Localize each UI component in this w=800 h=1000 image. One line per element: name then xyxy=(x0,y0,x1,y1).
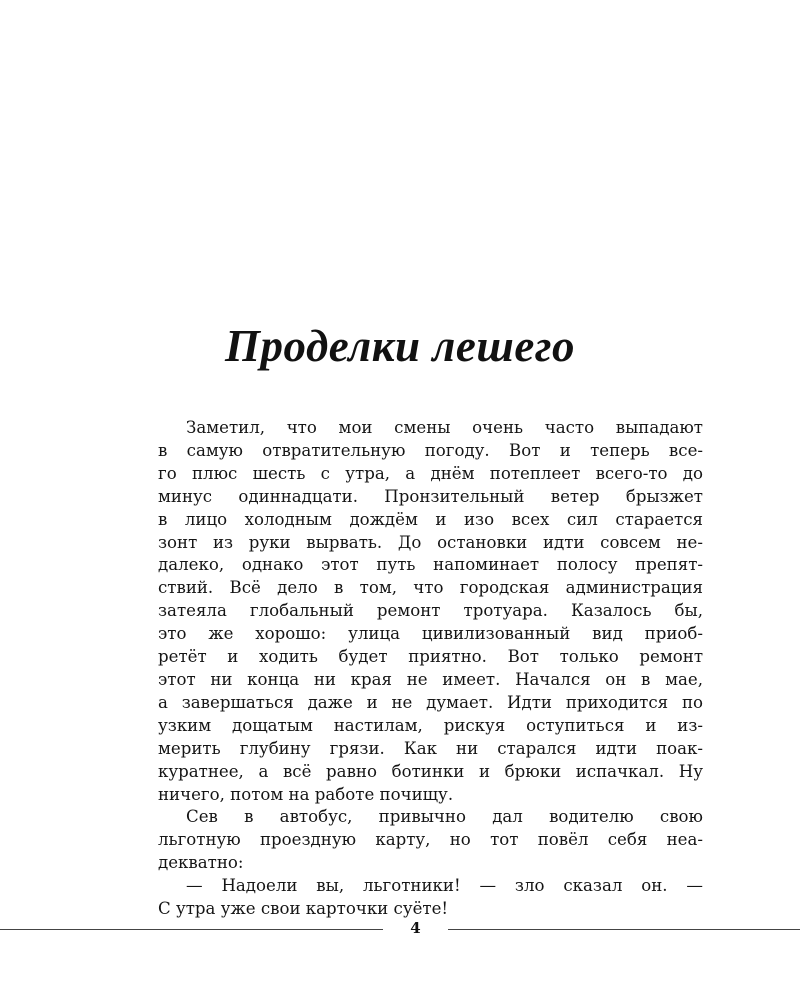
text-line: Сев в автобус, привычно дал водителю свою xyxy=(186,807,703,827)
chapter-body xyxy=(130,417,703,921)
text-line: Заметил, что мои смены очень часто выпадают xyxy=(186,418,703,437)
text-line: а завершаться даже и не думает. Идти приходится по xyxy=(158,692,703,712)
paragraph-2 xyxy=(130,806,703,875)
paragraph-1 xyxy=(130,417,703,806)
footer-rule-right xyxy=(448,929,800,930)
text-line: в лицо холодным дождём и изо всех сил старается xyxy=(158,509,703,529)
chapter-title: Проделки лешего xyxy=(225,321,575,371)
text-line: льготную проездную карту, но тот повёл себя неа- xyxy=(158,830,703,850)
text-line: — Надоели вы, льготники! — зло сказал он. — xyxy=(186,876,703,896)
paragraph-3-dialogue xyxy=(130,875,703,921)
text-line: ничего, потом на работе почищу. xyxy=(158,784,454,804)
text-line: минус одиннадцати. Пронзительный ветер брызжет xyxy=(158,486,703,506)
text-line: ствий. Всё дело в том, что городская администрация xyxy=(158,578,703,598)
footer-rule-left xyxy=(0,929,383,930)
text-line: далеко, однако этот путь напоминает полосу препят- xyxy=(158,555,703,575)
text-line: этот ни конца ни края не имеет. Начался он в мае, xyxy=(158,669,703,689)
page-number: 4 xyxy=(410,919,421,937)
text-line: мерить глубину грязи. Как ни старался идти поак- xyxy=(158,738,703,758)
text-line: в самую отвратительную погоду. Вот и теперь все- xyxy=(158,440,703,460)
text-line: го плюс шесть с утра, а днём потеплеет всего-то до xyxy=(158,463,703,483)
text-line: зонт из руки вырвать. До остановки идти совсем не- xyxy=(158,532,703,552)
text-line: ретёт и ходить будет приятно. Вот только ремонт xyxy=(158,647,703,667)
text-line: декватно: xyxy=(158,853,244,873)
text-line: куратнее, а всё равно ботинки и брюки испачкал. Ну xyxy=(158,761,703,781)
text-line: затеяла глобальный ремонт тротуара. Казалось бы, xyxy=(158,601,703,621)
text-line: узким дощатым настилам, рискуя оступиться и из- xyxy=(158,715,703,735)
text-line: С утра уже свои карточки суёте! xyxy=(158,899,449,919)
text-line: это же хорошо: улица цивилизованный вид приоб- xyxy=(158,624,703,644)
